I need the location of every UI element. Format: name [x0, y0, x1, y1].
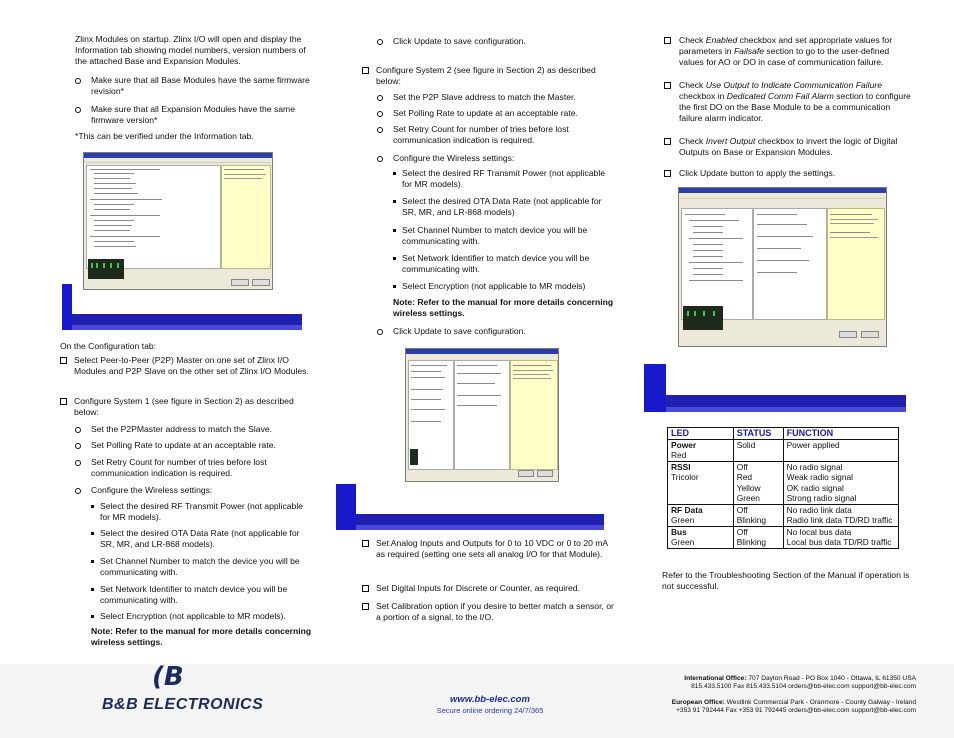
checkbox-bullet-icon — [362, 585, 369, 592]
list-item: Configure System 2 (see figure in Section 2) as described below: — [362, 65, 617, 87]
list-item: Set Retry Count for number of tries before lost communication indication is required. — [75, 457, 313, 479]
table-row: Power Red Solid Power applied — [668, 439, 899, 461]
square-bullet-icon — [91, 532, 94, 535]
zlinx-info-screenshot — [83, 152, 273, 290]
column-header: LED — [668, 428, 734, 440]
circle-bullet-icon — [377, 127, 383, 133]
section-header-band — [666, 395, 906, 412]
square-bullet-icon — [393, 172, 396, 175]
circle-bullet-icon — [75, 460, 81, 466]
list-item: Select the desired OTA Data Rate (not applicable for SR, MR, and LR-868 models). — [91, 528, 313, 550]
config-intro: On the Configuration tab: — [60, 341, 157, 351]
square-bullet-icon — [91, 560, 94, 563]
international-office: International Office: 707 Dayton Road - PO Box 1040 - Ottawa, IL 61350 USA 815.433.5100 Fax 815.433.5104 orders@bb-elec.com support@bb-elec.com — [684, 675, 916, 690]
table-row: RF Data Green Off Blinking No radio link data Radio link data TD/RD traffic — [668, 504, 899, 526]
list-item: Set Channel Number to match device you will be communicating with. — [393, 225, 617, 247]
note-text: *This can be verified under the Information tab. — [75, 131, 254, 141]
square-bullet-icon — [91, 505, 94, 508]
list-item: Make sure that all Expansion Modules have the same firmware version* — [75, 104, 313, 126]
checkbox-bullet-icon — [362, 67, 369, 74]
zlinx-config-screenshot — [405, 348, 559, 482]
list-item: Select the desired OTA Data Rate (not applicable for SR, MR, and LR-868 models) — [393, 196, 617, 218]
list-item: Set Polling Rate to update at an acceptable rate. — [75, 440, 313, 451]
list-item: Check Use Output to Indicate Communication Failure checkbox in Dedicated Comm Fail Alarm section to configure the first DO on the Base Module to be a communication failure alarm indicator. — [664, 80, 914, 124]
list-item: Select the desired RF Transmit Power (not applicable for MR models). — [91, 501, 313, 523]
table-header-row — [668, 428, 899, 440]
list-item: Set Calibration option if you desire to better match a sensor, or a portion of a signal, to the I/O. — [362, 601, 617, 623]
checkbox-bullet-icon — [664, 37, 671, 44]
circle-bullet-icon — [377, 111, 383, 117]
list-item: Set the P2P Slave address to match the Master. — [377, 92, 617, 103]
checkbox-bullet-icon — [664, 138, 671, 145]
square-bullet-icon — [393, 257, 396, 260]
list-item: Select Encryption (not applicable to MR models). — [91, 611, 313, 622]
section-header-band — [356, 514, 604, 530]
list-item: Check Invert Output checkbox to invert the logic of Digital Outputs on Base or Expansion Modules. — [664, 136, 914, 158]
list-item: Configure the Wireless settings: — [75, 485, 313, 496]
checkbox-bullet-icon — [362, 540, 369, 547]
bb-logo-wordmark: B&B ELECTRONICS — [102, 696, 264, 713]
list-item: Configure the Wireless settings: — [377, 153, 617, 164]
table-row: RSSI Tricolor Off Red Yellow Green No radio signal Weak radio signal OK radio signal Strong radio signal — [668, 461, 899, 504]
checkbox-bullet-icon — [664, 170, 671, 177]
list-item: Set Digital Inputs for Discrete or Counter, as required. — [362, 583, 617, 594]
circle-bullet-icon — [377, 39, 383, 45]
list-item: Click Update to save configuration. — [377, 326, 617, 337]
square-bullet-icon — [91, 615, 94, 618]
circle-bullet-icon — [377, 95, 383, 101]
square-bullet-icon — [393, 200, 396, 203]
led-status-table — [667, 427, 899, 549]
table-row: Bus Green Off Blinking No local bus data Local bus data TD/RD traffic — [668, 526, 899, 548]
circle-bullet-icon — [75, 78, 81, 84]
checkbox-bullet-icon — [362, 603, 369, 610]
square-bullet-icon — [91, 588, 94, 591]
circle-bullet-icon — [75, 427, 81, 433]
bb-logo-emblem: (B — [152, 662, 184, 692]
website-tagline: Secure online ordering 24/7/365 — [436, 706, 544, 715]
list-item: Check Enabled checkbox and set appropriate values for parameters in Failsafe section to go to the user-defined values for AO or DO in case of communication failure. — [664, 35, 914, 68]
section-accent-bar — [62, 284, 72, 330]
zlinx-analog-screenshot — [678, 187, 887, 347]
list-item: Set Network Identifier to match device you will be communicating with. — [91, 584, 313, 606]
intro-paragraph: Zlinx Modules on startup. Zlinx I/O will open and display the Information tab showing model numbers, version numbers of the attached Base and Expansion Modules. — [75, 34, 306, 66]
column-header: FUNCTION — [783, 428, 898, 440]
wireless-note: Note: Refer to the manual for more details concerning wireless settings. — [393, 297, 614, 318]
checkbox-bullet-icon — [664, 82, 671, 89]
list-item: Set Retry Count for number of tries before lost communication indication is required. — [377, 124, 617, 146]
checkbox-bullet-icon — [60, 398, 67, 405]
list-item: Select Encryption (not applicable to MR models) — [393, 281, 617, 292]
list-item: Select Peer-to-Peer (P2P) Master on one set of Zlinx I/O Modules and P2P Slave on the other set of Zlinx I/O Modules. — [60, 355, 313, 388]
square-bullet-icon — [393, 285, 396, 288]
circle-bullet-icon — [377, 156, 383, 162]
list-item: Set Network Identifier to match device you will be communicating with. — [393, 253, 617, 275]
section-header-band — [72, 314, 302, 330]
list-item: Set the P2PMaster address to match the Slave. — [75, 424, 313, 435]
list-item: Configure System 1 (see figure in Section 2) as described below: — [60, 396, 313, 418]
list-item: Make sure that all Base Modules have the same firmware revision* — [75, 75, 313, 97]
circle-bullet-icon — [75, 107, 81, 113]
list-item: Click Update button to apply the settings. — [664, 168, 914, 179]
column-header: STATUS — [733, 428, 783, 440]
circle-bullet-icon — [75, 488, 81, 494]
section-accent-bar — [336, 484, 356, 530]
section-accent-bar — [644, 364, 666, 412]
european-office: European Office: Westlink Commercial Park - Oranmore - County Galway - Ireland +353 91 792444 Fax +353 91 792445 orders@bb-elec.com support@bb-elec.com — [671, 699, 916, 714]
square-bullet-icon — [393, 229, 396, 232]
troubleshooting-note: Refer to the Troubleshooting Section of the Manual if operation is not successful. — [662, 570, 910, 591]
list-item: Select the desired RF Transmit Power (not applicable for MR models). — [393, 168, 617, 190]
list-item: Click Update to save configuration. — [377, 36, 617, 47]
website-link[interactable]: www.bb-elec.com — [450, 694, 530, 705]
wireless-note: Note: Refer to the manual for more details concerning wireless settings. — [91, 626, 312, 647]
circle-bullet-icon — [377, 329, 383, 335]
list-item: Set Analog Inputs and Outputs for 0 to 10 VDC or 0 to 20 mA as required (setting one sets all analog I/O for that Module). — [362, 538, 617, 571]
checkbox-bullet-icon — [60, 357, 67, 364]
list-item: Set Polling Rate to update at an acceptable rate. — [377, 108, 617, 119]
circle-bullet-icon — [75, 443, 81, 449]
list-item: Set Channel Number to match the device you will be communicating with. — [91, 556, 313, 578]
